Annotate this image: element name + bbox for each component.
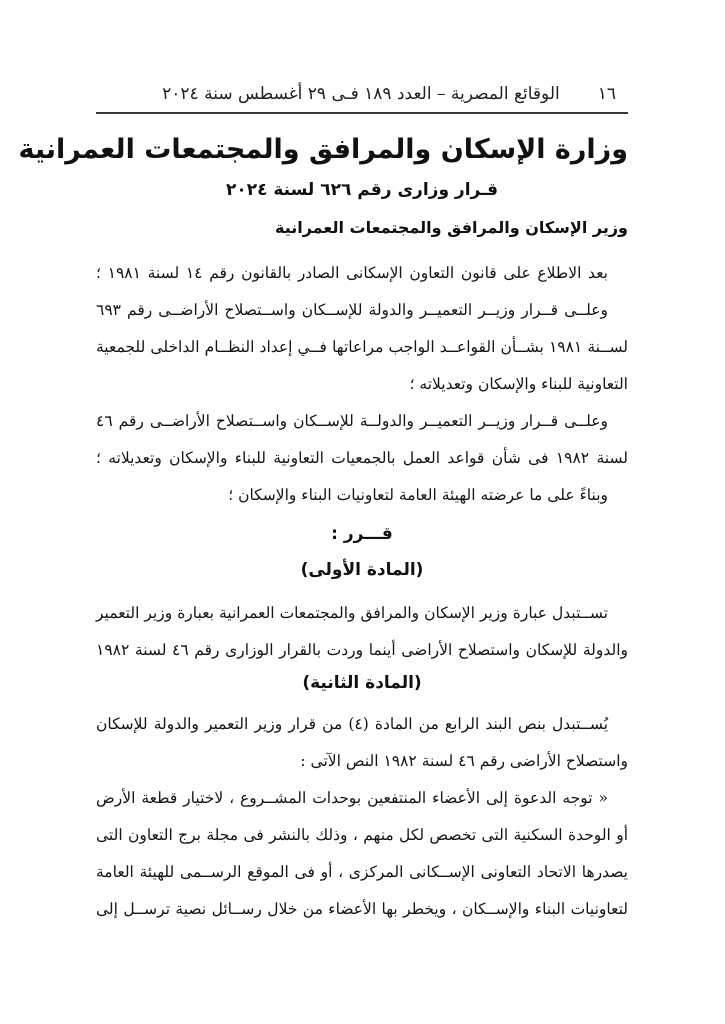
article-1-line: والدولة للإسكان واستصلاح الأراضى أينما وردت بالقرار الوزارى رقم ٤٦ لسنة ١٩٨٢ (96, 641, 628, 659)
running-header (96, 80, 628, 108)
preamble-line: لسنة ١٩٨٢ فى شأن قواعد العمل بالجمعيات التعاونية للبناء والإسكان وتعديلاته ؛ (96, 449, 628, 467)
article-2-line: واستصلاح الأراضى رقم ٤٦ لسنة ١٩٨٢ النص الآتى : (300, 752, 628, 770)
decided-label: قـــرر : (331, 524, 393, 544)
quoted-text-line: « توجه الدعوة إلى الأعضاء المنتفعين بوحدات المشــروع ، لاختيار قطعة الأرض (96, 789, 608, 807)
article-1-heading: (المادة الأولى) (300, 560, 424, 580)
header-divider (96, 112, 628, 114)
preamble-line: التعاونية للبناء والإسكان وتعديلاته ؛ (409, 375, 628, 393)
preamble-line: وعلــى قــرار وزيــر التعميــر والدولــة للإســكان واســتصلاح الأراضــى رقم ٤٦ (96, 412, 608, 430)
preamble-line: وبناءً على ما عرضته الهيئة العامة لتعاونيات البناء والإسكان ؛ (228, 486, 608, 504)
quoted-text-line: يصدرها الاتحاد التعاونى الإســكانى المركزى ، أو فى الموقع الرســمى للهيئة العامة (96, 863, 628, 881)
decree-title: قـرار وزارى رقم ٦٢٦ لسنة ٢٠٢٤ (225, 180, 499, 200)
article-2-heading: (المادة الثانية) (302, 673, 422, 693)
article-2-line: يُســتبدل بنص البند الرابع من المادة (٤) من قرار وزير التعمير والدولة للإسكان (96, 715, 609, 733)
preamble-line: لســنة ١٩٨١ بشــأن القواعــد الواجب مراعاتها فــي إعداد النظــام الداخلى للجمعية (96, 338, 628, 356)
quoted-text-line: لتعاونيات البناء والإســكان ، ويخطر بها الأعضاء من خلال رســائل نصية ترســل إلى (96, 900, 628, 918)
preamble-line: وعلــى قــرار وزيــر التعميــر والدولة للإســكان واســتصلاح الأراضــى رقم ٦٩٣ (96, 301, 608, 319)
preamble-line: بعد الاطلاع على قانون التعاون الإسكانى الصادر بالقانون رقم ١٤ لسنة ١٩٨١ ؛ (96, 264, 608, 282)
publication-info: الوقائع المصرية – العدد ١٨٩ فـى ٢٩ أغسطس سنة ٢٠٢٤ (162, 84, 560, 104)
page-number: ١٦ (597, 84, 616, 104)
article-1-line: تســتبدل عبارة وزير الإسكان والمرافق والمجتمعات العمرانية بعبارة وزير التعمير (96, 604, 608, 622)
minister-heading: وزير الإسكان والمرافق والمجتمعات العمرانية (275, 218, 628, 237)
quoted-text-line: أو الوحدة السكنية التى تخصص لكل منهم ، وذلك بالنشر فى مجلة برج التعاون التى (96, 826, 628, 844)
ministry-title: وزارة الإسكان والمرافق والمجتمعات العمرانية (18, 134, 628, 165)
